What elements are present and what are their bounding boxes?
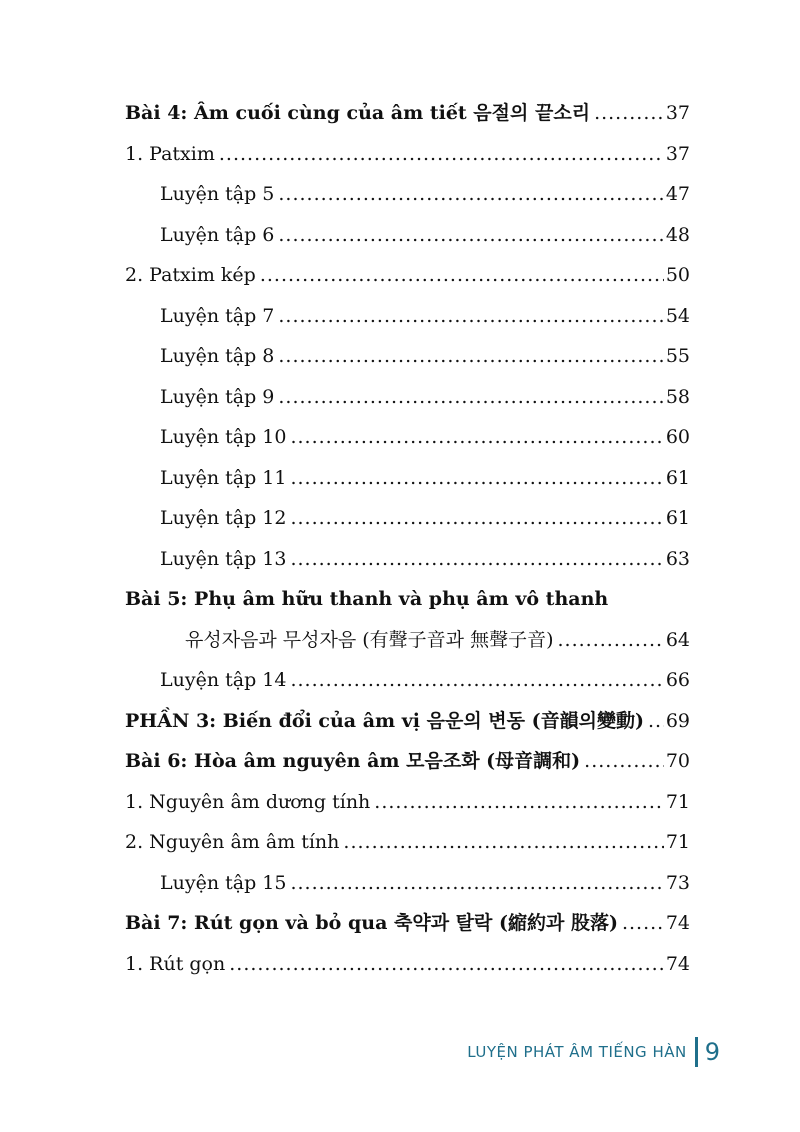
dot-leader (260, 258, 664, 292)
toc-entry-text: Luyện tập 12 (160, 507, 287, 529)
toc-entry-luyen-tap-7[interactable] (160, 299, 690, 333)
toc-entry-page: 74 (665, 912, 690, 934)
dot-leader (558, 623, 664, 657)
toc-entry-page: 60 (665, 426, 690, 448)
dot-leader (278, 218, 663, 252)
toc-entry-text: Luyện tập 5 (160, 183, 275, 205)
toc-entry-text: Bài 4: Âm cuối cùng của âm tiết 음절의 끝소리 (125, 102, 591, 124)
dot-leader (278, 339, 663, 373)
dot-leader (278, 299, 663, 333)
toc-entry-page: 71 (665, 831, 690, 853)
toc-entry-page: 50 (665, 264, 690, 286)
toc-entry-text: Luyện tập 7 (160, 305, 275, 327)
toc-entry-page: 74 (665, 953, 690, 975)
toc-entry-text: 1. Rút gọn (125, 953, 226, 975)
toc-entry-page: 73 (665, 872, 690, 894)
toc-entry-luyen-tap-8[interactable] (160, 339, 690, 373)
toc-entry-text: Bài 5: Phụ âm hữu thanh và phụ âm vô thanh (125, 588, 609, 610)
toc-entry-luyen-tap-9[interactable] (160, 380, 690, 414)
toc-entry-page: 37 (665, 102, 690, 124)
toc-entry-page: 64 (665, 629, 690, 651)
dot-leader (290, 542, 663, 576)
toc-entry-page: 66 (665, 669, 690, 691)
toc-entry-luyen-tap-6[interactable] (160, 218, 690, 252)
dot-leader (290, 663, 663, 697)
toc-entry-luyen-tap-14[interactable] (160, 663, 690, 697)
dot-leader (374, 785, 664, 819)
toc-entry-luyen-tap-11[interactable] (160, 461, 690, 495)
dot-leader (584, 744, 664, 778)
toc-entry-text: PHẦN 3: Biến đổi của âm vị 음운의 변동 (音韻의變動) (125, 710, 644, 732)
dot-leader (594, 96, 664, 130)
toc-entry-page: 47 (665, 183, 690, 205)
toc-entry-text: Luyện tập 10 (160, 426, 287, 448)
dot-leader (290, 866, 663, 900)
toc-entry-text: 1. Nguyên âm dương tính (125, 791, 371, 813)
toc-entry-text: Luyện tập 15 (160, 872, 287, 894)
toc-entry-page: 54 (665, 305, 690, 327)
toc-entry-text: Bài 7: Rút gọn và bỏ qua 축약과 탈락 (縮約과 股落) (125, 912, 618, 934)
toc-entry-text: Luyện tập 9 (160, 386, 275, 408)
toc-entry-luyen-tap-10[interactable] (160, 420, 690, 454)
toc-entry-text: Luyện tập 14 (160, 669, 287, 691)
toc-entry-text: Luyện tập 11 (160, 467, 287, 489)
toc-entry-bai-7[interactable] (125, 906, 690, 940)
toc-entry-page: 63 (665, 548, 690, 570)
toc-entry-text: Bài 6: Hòa âm nguyên âm 모음조화 (母音調和) (125, 750, 581, 772)
toc-entry-text: Luyện tập 13 (160, 548, 287, 570)
book-title: LUYỆN PHÁT ÂM TIẾNG HÀN (467, 1043, 687, 1061)
toc-entry-bai-4[interactable] (125, 96, 690, 130)
page-footer (467, 1037, 720, 1067)
toc-entry-page: 69 (665, 710, 690, 732)
toc-entry-text: Luyện tập 8 (160, 345, 275, 367)
toc-entry-bai-6[interactable] (125, 744, 690, 778)
toc-entry-nguyen-am-duong-tinh[interactable] (125, 785, 690, 819)
dot-leader (648, 704, 664, 738)
dot-leader (343, 825, 663, 859)
toc-entry-page: 61 (665, 467, 690, 489)
dot-leader (229, 947, 664, 981)
dot-leader (290, 501, 663, 535)
toc-entry-phan-3[interactable] (125, 704, 690, 738)
page-number: 9 (704, 1038, 720, 1066)
footer-divider (695, 1037, 698, 1067)
toc-entry-nguyen-am-am-tinh[interactable] (125, 825, 690, 859)
toc-entry-text: 2. Nguyên âm âm tính (125, 831, 340, 853)
toc-entry-page: 58 (665, 386, 690, 408)
toc-entry-page: 48 (665, 224, 690, 246)
toc-entry-page: 70 (665, 750, 690, 772)
toc-entry-patxim-kep[interactable] (125, 258, 690, 292)
toc-entry-luyen-tap-15[interactable] (160, 866, 690, 900)
toc-entry-page: 61 (665, 507, 690, 529)
toc-entry-luyen-tap-13[interactable] (160, 542, 690, 576)
toc-entry-text: Luyện tập 6 (160, 224, 275, 246)
dot-leader (290, 461, 663, 495)
toc-entry-rut-gon[interactable] (125, 947, 690, 981)
toc-entry-text: 유성자음과 무성자음 (有聲子音과 無聲子音) (185, 629, 554, 651)
dot-leader (622, 906, 664, 940)
toc-entry-page: 71 (665, 791, 690, 813)
dot-leader (219, 137, 664, 171)
toc-entry-bai-5-korean[interactable] (185, 623, 690, 657)
toc-entry-patxim[interactable] (125, 137, 690, 171)
dot-leader (278, 177, 663, 211)
toc-entry-text: 1. Patxim (125, 143, 215, 165)
toc-entry-text: 2. Patxim kép (125, 264, 256, 286)
toc-entry-page: 37 (665, 143, 690, 165)
toc-entry-bai-5[interactable] (125, 582, 690, 616)
toc-entry-page: 55 (665, 345, 690, 367)
toc-entry-luyen-tap-12[interactable] (160, 501, 690, 535)
dot-leader (278, 380, 663, 414)
toc-entry-luyen-tap-5[interactable] (160, 177, 690, 211)
dot-leader (290, 420, 663, 454)
